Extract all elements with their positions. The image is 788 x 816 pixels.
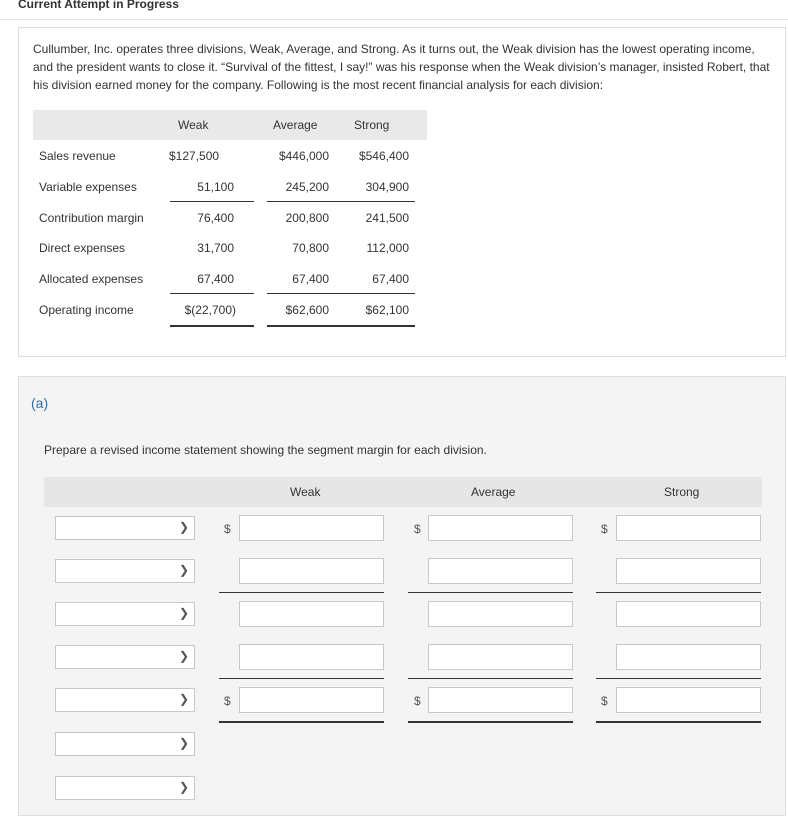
line-item-select[interactable] <box>55 559 195 583</box>
chevron-down-icon: ❯ <box>178 563 189 577</box>
row-label: Variable expenses <box>39 180 137 194</box>
cell-value: 245,200 <box>285 180 329 194</box>
average-amount-input[interactable] <box>428 601 573 627</box>
strong-amount-input[interactable] <box>616 558 761 584</box>
double-underline <box>170 325 254 327</box>
divider <box>0 19 788 20</box>
chevron-down-icon: ❯ <box>178 692 189 706</box>
strong-amount-input[interactable] <box>616 644 761 670</box>
underline <box>219 678 384 679</box>
strong-amount-input[interactable] <box>616 601 761 627</box>
cell-value: $62,100 <box>365 303 409 317</box>
weak-amount-input[interactable] <box>239 558 384 584</box>
underline <box>267 201 352 202</box>
part-a-prompt: Prepare a revised income statement showing the segment margin for each division. <box>44 443 487 457</box>
table-header <box>33 110 427 140</box>
weak-amount-input[interactable] <box>239 687 384 713</box>
underline <box>408 592 573 593</box>
double-underline <box>408 721 573 723</box>
chevron-down-icon: ❯ <box>178 780 189 794</box>
strong-amount-input[interactable] <box>616 515 761 541</box>
chevron-down-icon: ❯ <box>178 736 189 750</box>
dollar-sign: $ <box>224 694 231 708</box>
line-item-select[interactable] <box>55 688 195 712</box>
cell-value: 76,400 <box>197 211 234 225</box>
col-strong: Strong <box>354 118 390 132</box>
dollar-sign: $ <box>601 522 608 536</box>
cell-value: $546,400 <box>358 149 409 163</box>
dollar-sign: $ <box>224 522 231 536</box>
col-weak: Weak <box>290 485 321 499</box>
underline <box>170 201 254 202</box>
cell-value: 31,700 <box>197 241 234 255</box>
average-amount-input[interactable] <box>428 515 573 541</box>
part-a-card <box>18 376 786 816</box>
cell-value: $446,000 <box>278 149 329 163</box>
underline <box>596 678 761 679</box>
underline <box>596 592 761 593</box>
cell-value: $127,500 <box>169 149 220 163</box>
attempt-status: Current Attempt in Progress <box>18 0 179 11</box>
double-underline <box>596 721 761 723</box>
answer-table-header <box>44 477 762 507</box>
cell-value: 67,400 <box>372 272 409 286</box>
row-label: Allocated expenses <box>39 272 144 286</box>
cell-value: 241,500 <box>365 211 409 225</box>
cell-value: 70,800 <box>292 241 329 255</box>
col-average: Average <box>273 118 318 132</box>
cell-value: 67,400 <box>292 272 329 286</box>
dollar-sign: $ <box>601 694 608 708</box>
row-label: Sales revenue <box>39 149 116 163</box>
weak-amount-input[interactable] <box>239 601 384 627</box>
col-average: Average <box>471 485 516 499</box>
chevron-down-icon: ❯ <box>178 649 189 663</box>
weak-amount-input[interactable] <box>239 644 384 670</box>
line-item-select[interactable] <box>55 732 195 756</box>
underline <box>408 678 573 679</box>
cell-value: $(22,700) <box>184 303 236 317</box>
cell-value: 67,400 <box>197 272 234 286</box>
average-amount-input[interactable] <box>428 687 573 713</box>
question-intro: Cullumber, Inc. operates three divisions, Weak, Average, and Strong. As it turns out, the Weak division has the lowest operating income, and the president wants to close it. “Survival of the fittest, I say!” was his response when the Weak division’s manager, insisted Robert, that his division earned money for the company. Following is the most recent financial analysis for each division: <box>33 42 770 92</box>
underline <box>267 293 352 294</box>
average-amount-input[interactable] <box>428 558 573 584</box>
row-label: Direct expenses <box>39 241 126 255</box>
dollar-sign: $ <box>414 522 421 536</box>
dollar-sign: $ <box>414 694 421 708</box>
row-label: Contribution margin <box>39 211 144 225</box>
cell-value: 51,100 <box>197 180 234 194</box>
line-item-select[interactable] <box>55 602 195 626</box>
question-card <box>18 27 786 357</box>
chevron-down-icon: ❯ <box>178 606 189 620</box>
line-item-select[interactable] <box>55 776 195 800</box>
line-item-select[interactable] <box>55 516 195 540</box>
underline <box>347 201 415 202</box>
double-underline <box>267 325 352 327</box>
part-a-label: (a) <box>31 395 49 411</box>
double-underline <box>219 721 384 723</box>
chevron-down-icon: ❯ <box>178 520 189 534</box>
row-label: Operating income <box>39 303 134 317</box>
average-amount-input[interactable] <box>428 644 573 670</box>
cell-value: 200,800 <box>285 211 329 225</box>
line-item-select[interactable] <box>55 645 195 669</box>
strong-amount-input[interactable] <box>616 687 761 713</box>
cell-value: 112,000 <box>366 241 409 255</box>
cell-value: 304,900 <box>365 180 409 194</box>
col-weak: Weak <box>178 118 209 132</box>
underline <box>347 293 415 294</box>
col-strong: Strong <box>664 485 700 499</box>
underline <box>219 592 384 593</box>
double-underline <box>347 325 415 327</box>
underline <box>170 293 254 294</box>
cell-value: $62,600 <box>285 303 329 317</box>
weak-amount-input[interactable] <box>239 515 384 541</box>
